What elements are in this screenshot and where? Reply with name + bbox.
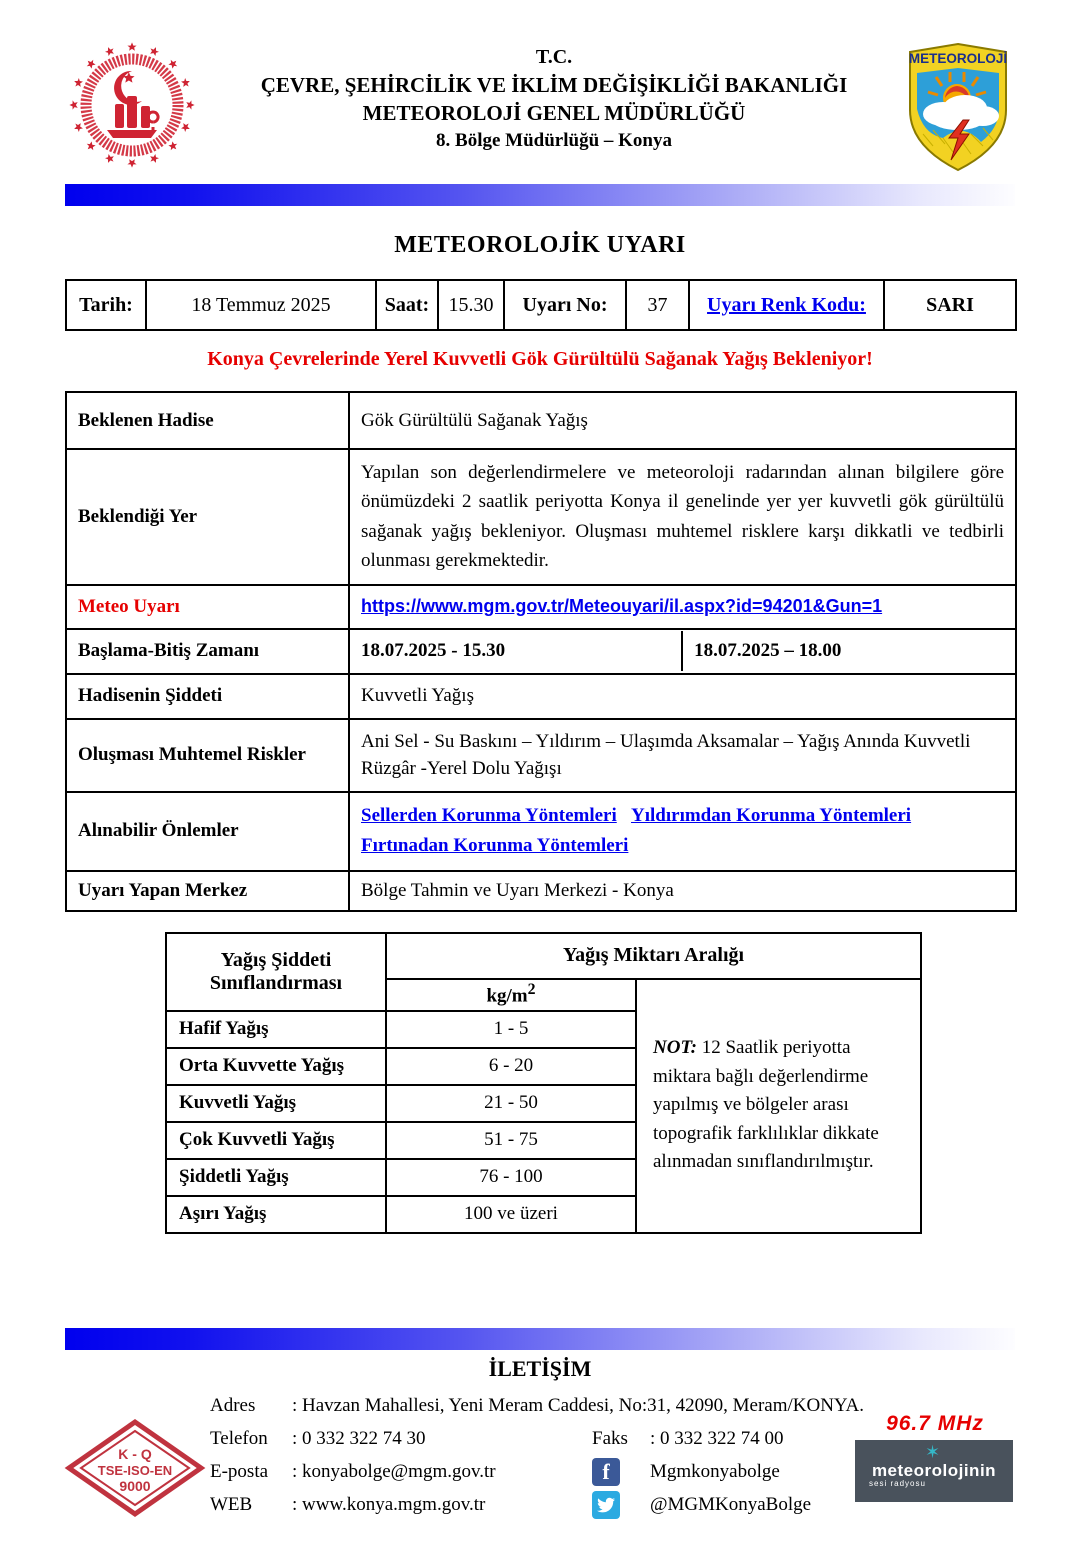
saat-value: 15.30 (438, 280, 504, 330)
table-row: Çok Kuvvetli Yağış 51 - 75 (166, 1122, 921, 1159)
siddet-value: Kuvvetli Yağış (349, 674, 1016, 719)
telefon-value: : 0 332 322 74 30 (292, 1428, 426, 1450)
note-label: NOT: (653, 1037, 697, 1059)
facebook-handle: Mgmkonyabolge (650, 1461, 780, 1483)
eposta-value: : konyabolge@mgm.gov.tr (292, 1461, 496, 1483)
table-row: Hafif Yağış 1 - 5 (166, 1011, 921, 1048)
beklenen-hadise-value: Gök Gürültülü Sağanak Yağış (349, 392, 1016, 449)
classification-note (636, 979, 921, 1233)
siddet-label: Hadisenin Şiddeti (66, 674, 349, 719)
svg-text:TSE-ISO-EN: TSE-ISO-EN (97, 1462, 173, 1478)
riskler-value: Ani Sel - Su Baskını – Yıldırım – Ulaşımda Aksamalar – Yağış Anında Kuvvetli Rüzgâr -Yerel Dolu Yağışı (349, 719, 1016, 792)
merkez-label: Uyarı Yapan Merkez (66, 871, 349, 911)
kq-iso-badge-icon (65, 1418, 205, 1523)
onlem-firtina-link[interactable]: Fırtınadan Korunma Yöntemleri (361, 835, 629, 857)
saat-label: Saat: (376, 280, 438, 330)
beklendigi-yer-value: Yapılan son değerlendirmelere ve meteoroloji radarından alınan bilgilere göre önümüzdeki 2 saatlik periyotta Konya il genelinde yer yer kuvvetli gök gürültülü sağanak yağış bekleniyor. Oluşması muhtemel risklere karşı dikkatli ve tedbirli olunması gerekmektedir. (349, 449, 1016, 585)
table-row: Şiddetli Yağış 76 - 100 (166, 1159, 921, 1196)
onlem-yildirim-link[interactable]: Yıldırımdan Korunma Yöntemleri (631, 804, 912, 826)
eposta-label: E-posta (210, 1461, 269, 1483)
warning-details-table (65, 391, 1017, 912)
footer-divider-bar (65, 1328, 1015, 1350)
zaman-end: 18.07.2025 – 18.00 (681, 631, 1015, 671)
contact-heading: İLETİŞİM (488, 1355, 592, 1381)
uyari-no-value: 37 (626, 280, 689, 330)
tarih-label: Tarih: (66, 280, 146, 330)
telefon-label: Telefon (210, 1428, 268, 1450)
merkez-value: Bölge Tahmin ve Uyarı Merkezi - Konya (349, 871, 1016, 911)
faks-value: : 0 332 322 74 00 (650, 1428, 784, 1450)
faks-label: Faks (592, 1428, 628, 1450)
twitter-icon[interactable] (592, 1491, 620, 1519)
meteo-uyari-label: Meteo Uyarı (66, 585, 349, 629)
radio-logo (855, 1440, 1013, 1502)
beklendigi-yer-label: Beklendiği Yer (66, 449, 349, 585)
radio-name: meteorolojinin (871, 1460, 997, 1480)
radio-subtitle: sesi radyosu (869, 1478, 926, 1488)
table-row: Aşırı Yağış 100 ve üzeri (166, 1196, 921, 1233)
header-region: 8. Bölge Müdürlüğü – Konya (436, 130, 672, 151)
document-header (65, 0, 1015, 177)
twitter-handle: @MGMKonyaBolge (650, 1494, 812, 1516)
svg-text:K - Q: K - Q (118, 1445, 152, 1462)
web-label: WEB (210, 1494, 253, 1516)
adres-value: : Havzan Mahallesi, Yeni Meram Caddesi, No:31, 42090, Meram/KONYA. (292, 1395, 865, 1417)
warning-headline: Konya Çevrelerinde Yerel Kuvvetli Gök Gürültülü Sağanak Yağış Bekleniyor! (207, 348, 873, 370)
header-titles (205, 38, 903, 152)
note-text: 12 Saatlik periyotta miktara bağlı değerlendirme yapılmış ve bölgeler arası topografik farklılıklar dikkate alınmadan sınıflandırılmıştır. (653, 1037, 879, 1173)
svg-text:9000: 9000 (119, 1477, 151, 1494)
onlemler-label: Alınabilir Önlemler (66, 792, 349, 871)
tarih-value: 18 Temmuz 2025 (146, 280, 376, 330)
radio-star-icon: ✶ (924, 1441, 941, 1462)
renk-kodu-value: SARI (884, 280, 1016, 330)
header-directorate: METEOROLOJİ GENEL MÜDÜRLÜĞÜ (362, 101, 746, 125)
table-row: Kuvvetli Yağış 21 - 50 (166, 1085, 921, 1122)
riskler-label: Oluşması Muhtemel Riskler (66, 719, 349, 792)
zaman-label: Başlama-Bitiş Zamanı (66, 629, 349, 674)
header-ministry: ÇEVRE, ŞEHİRCİLİK VE İKLİM DEĞİŞİKLİĞİ BAKANLIĞI (260, 73, 848, 97)
zaman-start: 18.07.2025 - 15.30 (361, 640, 506, 662)
contact-section (65, 1390, 1015, 1550)
radio-frequency: 96.7 MHz (886, 1411, 984, 1435)
header-tc: T.C. (535, 46, 573, 68)
rainfall-classification-table (165, 932, 922, 1234)
warning-info-table (65, 279, 1017, 331)
unit-header: $kg/m^2$ (386, 979, 636, 1011)
facebook-icon[interactable]: f (592, 1458, 620, 1486)
table-row: Orta Kuvvette Yağış 6 - 20 (166, 1048, 921, 1085)
svg-text:METEOROLOJİ: METEOROLOJİ (908, 51, 1008, 66)
radio-logo-block (855, 1412, 1015, 1502)
classification-col2-header: Yağış Miktarı Aralığı (386, 933, 921, 979)
meteo-uyari-url-link[interactable]: https://www.mgm.gov.tr/Meteouyari/il.aspx?id=94201&Gun=1 (361, 595, 883, 616)
web-value: : www.konya.mgm.gov.tr (292, 1494, 486, 1516)
classification-col1-header: Yağış Şiddeti Sınıflandırması (166, 933, 386, 1011)
ministry-emblem-icon (65, 38, 205, 177)
adres-label: Adres (210, 1395, 256, 1417)
beklenen-hadise-label: Beklenen Hadise (66, 392, 349, 449)
meteoroloji-shield-icon (903, 38, 1015, 177)
renk-kodu-link[interactable]: Uyarı Renk Kodu: (707, 293, 866, 316)
onlem-sel-link[interactable]: Sellerden Korunma Yöntemleri (361, 804, 617, 826)
page-title: METEOROLOJİK UYARI (394, 232, 686, 258)
uyari-no-label: Uyarı No: (504, 280, 626, 330)
header-divider-bar (65, 184, 1015, 206)
